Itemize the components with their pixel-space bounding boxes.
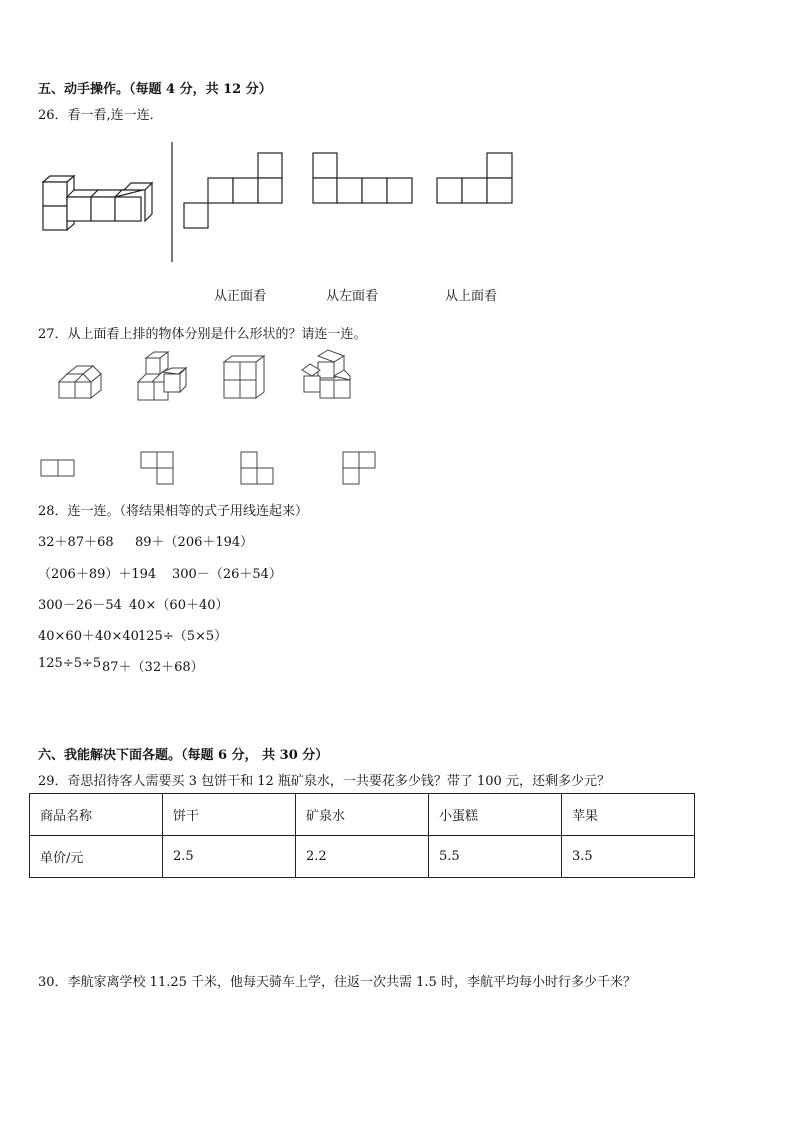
- q27-solid-3: [224, 356, 264, 398]
- q26-label-front: 从正面看: [214, 289, 267, 304]
- table-cell: 单价/元: [30, 836, 163, 878]
- q28-left-expr-4: 40×60＋40×40: [38, 629, 139, 644]
- q28-right-expr-2: 300－（26＋54）: [172, 567, 282, 582]
- table-cell: 苹果: [562, 794, 695, 836]
- question-29-text: 29．奇思招待客人需要买 3 包饼干和 12 瓶矿泉水，一共要花多少钱？带了 100 元，还剩多少元？: [38, 774, 610, 789]
- table-cell: 3.5: [562, 836, 695, 878]
- table-cell: 2.2: [296, 836, 429, 878]
- question-27-text: 27．从上面看上排的物体分别是什么形状的？请连一连。: [38, 327, 367, 342]
- question-26-text: 26．看一看,连一连．: [38, 108, 163, 123]
- table-row: [30, 794, 695, 836]
- q27-shape-a: [41, 460, 74, 476]
- section-5-title: 五、动手操作。（每题 4 分，共 12 分）: [38, 82, 272, 97]
- q26-label-top: 从上面看: [445, 289, 498, 304]
- q28-right-expr-4: 125÷（5×5）: [138, 629, 228, 644]
- q27-solid-4: [302, 350, 350, 398]
- table-cell: 小蛋糕: [429, 794, 562, 836]
- q28-left-expr-2: （206＋89）＋194: [38, 567, 157, 582]
- table-row: [30, 836, 695, 878]
- price-table: [29, 793, 695, 878]
- q27-shape-c: [241, 452, 273, 484]
- table-cell: 5.5: [429, 836, 562, 878]
- table-cell: 矿泉水: [296, 794, 429, 836]
- q26-label-left: 从左面看: [326, 289, 379, 304]
- q28-left-expr-5: 125÷5÷5: [38, 656, 102, 671]
- q27-solid-2: [138, 352, 186, 400]
- table-cell: 商品名称: [30, 794, 163, 836]
- q28-right-expr-1: 89＋（206＋194）: [135, 535, 254, 550]
- q27-shape-d: [343, 452, 375, 484]
- q28-right-expr-5: 87＋（32＋68）: [102, 660, 204, 675]
- table-cell: 2.5: [163, 836, 296, 878]
- question-30-text: 30．李航家离学校 11.25 千米，他每天骑车上学，往返一次共需 1.5 时，李航平均每小时行多少千米？: [38, 975, 636, 990]
- q27-shape-b: [141, 452, 173, 484]
- q28-left-expr-1: 32＋87＋68: [38, 535, 114, 550]
- question-28-text: 28．连一连。（将结果相等的式子用线连起来）: [38, 504, 309, 519]
- q27-solid-1: [59, 366, 101, 398]
- q28-left-expr-3: 300－26－54: [38, 598, 122, 613]
- section-6-title: 六、我能解决下面各题。（每题 6 分， 共 30 分）: [38, 748, 329, 763]
- q27-figure: [0, 0, 794, 500]
- table-cell: 饼干: [163, 794, 296, 836]
- q28-right-expr-3: 40×（60＋40）: [129, 598, 229, 613]
